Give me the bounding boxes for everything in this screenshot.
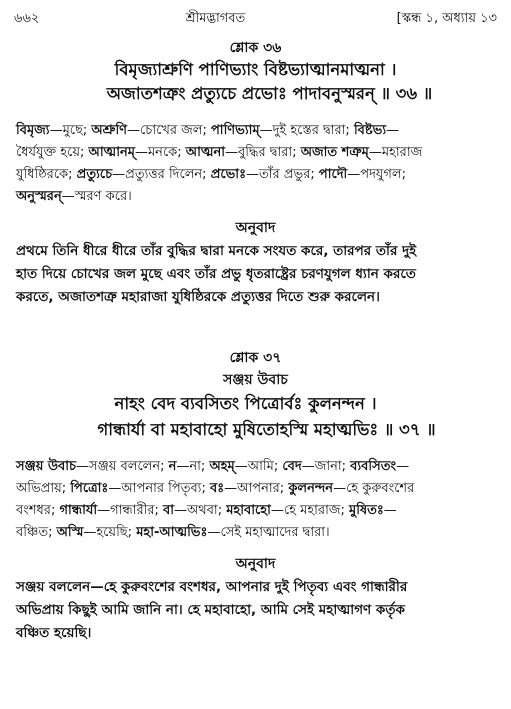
synonym-meaning: —তাঁর প্রভুর; — [246, 167, 319, 182]
synonym-word: বা — [163, 503, 175, 518]
synonym-line — [16, 164, 496, 186]
synonym-meaning: —প্রত্যুত্তর দিলেন; — [112, 167, 211, 182]
synonym-meaning: বঞ্চিত; — [16, 525, 57, 540]
synonym-meaning: —হয়েছি; — [83, 525, 137, 540]
synonym-meaning: —না; — [176, 459, 210, 474]
synonym-meaning: —আপনার; — [224, 481, 289, 496]
running-header — [14, 8, 497, 30]
synonym-word: বঃ — [209, 481, 225, 496]
synonym-meaning: —হে মহারাজ; — [270, 503, 349, 518]
synonym-word: গান্ধার্যা — [59, 503, 98, 518]
synonym-word: অশ্রুণি — [91, 123, 128, 138]
synonym-meaning: যুধিষ্ঠিরকে; — [16, 167, 77, 182]
sloka-37-verse-line-1: নাহং বেদ ব্যবসিতং পিত্রোর্বঃ কুলনন্দন । — [114, 394, 377, 413]
synonym-meaning: বংশধর; — [16, 503, 60, 518]
synonym-word: ব্যবসিতং — [350, 459, 397, 474]
synonym-meaning: — — [383, 503, 397, 518]
synonym-word: অনুস্মরন্ — [16, 189, 62, 204]
synonym-meaning: — — [386, 123, 400, 138]
synonym-meaning: —হে কুরুবংশের — [333, 481, 415, 496]
sloka-37-translation-heading: অনুবাদ — [235, 556, 276, 572]
translation-line: সঞ্জয় বললেন—হে কুরুবংশের বংশধর, আপনার দুই পিতৃব্য এবং গান্ধারীর — [16, 579, 408, 595]
synonym-word: মহাবাহো — [226, 503, 271, 518]
sloka-37-translation — [16, 576, 498, 645]
synonym-line — [16, 522, 496, 544]
synonym-meaning: —আমি; — [234, 459, 283, 474]
synonym-meaning: —সঞ্জয় বললেন; — [76, 459, 169, 474]
synonym-meaning: —মুছে; — [49, 123, 92, 138]
translation-line: হাত দিয়ে চোখের জল মুছে এবং তাঁর প্রভু ধৃতরাষ্ট্রের চরণযুগল ধ্যান করতে — [16, 266, 416, 282]
synonym-word: পাণিভ্যাম্ — [210, 123, 260, 138]
sloka-37-verse-line-2: গান্ধার্যা বা মহাবাহো মুষিতোহস্মি মহাত্মভিঃ ॥ ৩৭ ॥ — [97, 420, 436, 439]
synonym-meaning: —আপনার পিতৃব্য; — [108, 481, 210, 496]
synonym-meaning: অভিপ্রায়; — [16, 481, 71, 496]
page-number: ৬৬২ — [14, 10, 40, 26]
translation-line: করতে, অজাতশত্রু মহারাজা যুধিষ্ঠিরকে প্রত্যুত্তর দিতে শুরু করলেন। — [16, 289, 380, 305]
synonym-meaning: —বুদ্ধির দ্বারা; — [225, 145, 301, 160]
synonym-word: বেদ — [282, 459, 302, 474]
synonym-meaning: —সেই মহাত্মাদের দ্বারা। — [207, 525, 330, 540]
synonym-word: কুলনন্দন — [288, 481, 334, 496]
sloka-36-heading: শ্লোক ৩৬ — [229, 40, 282, 56]
sloka-37-heading: শ্লোক ৩৭ — [229, 350, 282, 366]
synonym-word: আত্মনা — [185, 145, 226, 160]
synonym-meaning: —চোখের জল; — [127, 123, 211, 138]
synonym-line — [16, 478, 496, 500]
synonym-word: অস্মি — [56, 525, 84, 540]
sloka-37-speaker: সঞ্জয় উবাচ — [223, 372, 288, 388]
synonym-meaning: ধৈর্যযুক্ত হয়ে; — [16, 145, 89, 160]
sloka-36-translation-heading: অনুবাদ — [235, 220, 276, 236]
synonym-meaning: —মনকে; — [134, 145, 186, 160]
synonym-word: ন — [168, 459, 177, 474]
synonym-word: অজাত শত্রুম্ — [300, 145, 369, 160]
synonym-meaning: —মহারাজ — [368, 145, 423, 160]
translation-line: বঞ্চিত হয়েছি। — [16, 625, 92, 641]
synonym-line — [16, 500, 496, 522]
sloka-36-translation — [16, 240, 498, 309]
synonym-word: মহা-আত্মভিঃ — [136, 525, 208, 540]
synonym-word: অহম্ — [209, 459, 235, 474]
synonym-word: প্রত্যুচে — [76, 167, 113, 182]
synonym-meaning: —পদযুগল; — [347, 167, 406, 182]
chapter-reference: [স্কন্ধ ১, অধ্যায় ১৩ — [396, 10, 497, 26]
synonym-line — [16, 456, 496, 478]
synonym-word: মুষিতঃ — [349, 503, 384, 518]
sloka-36-verse-line-1: বিমৃজ্যাশ্রুণি পাণিভ্যাং বিষ্টভ্যাত্মানমাত্মনা । — [114, 60, 397, 79]
synonym-meaning: —দুই হস্তের দ্বারা; — [259, 123, 354, 138]
synonym-word: পাদৌ — [318, 167, 348, 182]
sloka-36-verse-line-2: অজাতশত্রুং প্রত্যুচে প্রভোঃ পাদাবনুস্মরন্ ॥ ৩৬ ॥ — [106, 84, 433, 103]
synonym-word: বিমৃজ্য — [16, 123, 50, 138]
synonym-meaning: —গান্ধারীর; — [97, 503, 163, 518]
translation-line: প্রথমে তিনি ধীরে ধীরে তাঁর বুদ্ধির দ্বারা মনকে সংযত করে, তারপর তাঁর দুই — [16, 243, 417, 259]
synonym-meaning: —স্মরণ করে। — [61, 189, 132, 204]
synonym-word: সঞ্জয় উবাচ — [16, 459, 77, 474]
synonym-meaning: —জানা; — [301, 459, 351, 474]
synonym-word: প্রভোঃ — [210, 167, 247, 182]
translation-line: অভিপ্রায় কিছুই আমি জানি না। হে মহাবাহো, আমি সেই মহাত্মাগণ কর্তৃক — [16, 602, 405, 618]
synonym-line — [16, 186, 496, 208]
sloka-36-synonyms — [16, 120, 496, 208]
synonym-word: বিষ্টভ্য — [353, 123, 387, 138]
synonym-word: পিত্রোঃ — [70, 481, 109, 496]
synonym-meaning: —অথবা; — [174, 503, 227, 518]
synonym-line — [16, 120, 496, 142]
synonym-line — [16, 142, 496, 164]
book-title: শ্রীমদ্ভাগবত — [185, 10, 246, 26]
synonym-meaning: — — [396, 459, 410, 474]
sloka-37-synonyms — [16, 456, 496, 544]
synonym-word: আত্মানম্ — [88, 145, 135, 160]
